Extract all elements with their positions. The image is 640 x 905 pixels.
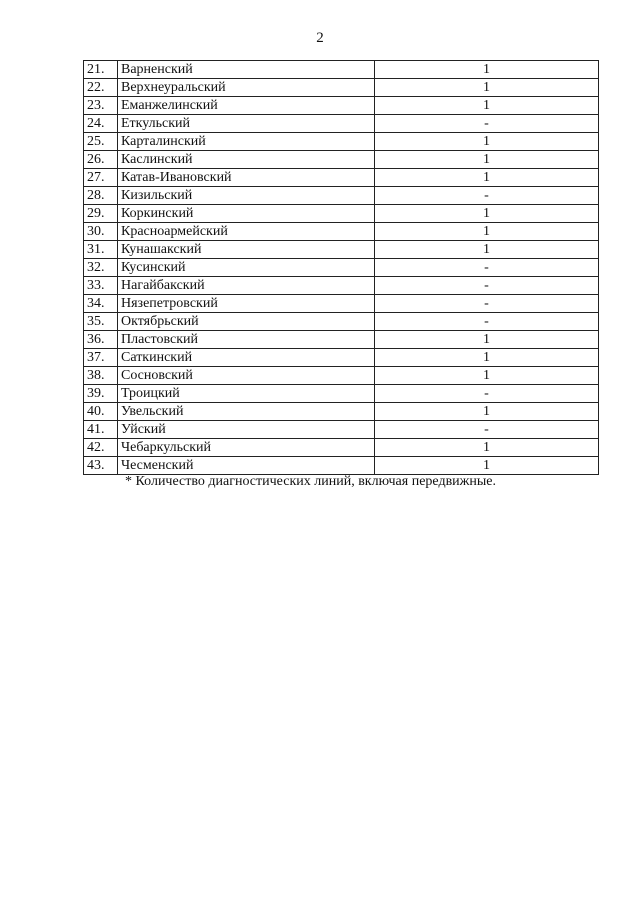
district-name: Чесменский [118, 457, 375, 475]
diagnostic-lines-count: 1 [375, 367, 599, 385]
table-row [84, 151, 599, 169]
row-number: 30. [84, 223, 118, 241]
diagnostic-lines-count: 1 [375, 331, 599, 349]
district-name: Кунашакский [118, 241, 375, 259]
district-name: Еткульский [118, 115, 375, 133]
table-row [84, 169, 599, 187]
districts-table-body [84, 61, 599, 475]
district-name: Нагайбакский [118, 277, 375, 295]
district-name: Карталинский [118, 133, 375, 151]
diagnostic-lines-count: 1 [375, 403, 599, 421]
district-name: Коркинский [118, 205, 375, 223]
footnote: * Количество диагностических линий, включая передвижные. [125, 474, 496, 489]
diagnostic-lines-count: - [375, 295, 599, 313]
diagnostic-lines-count: 1 [375, 457, 599, 475]
row-number: 43. [84, 457, 118, 475]
diagnostic-lines-count: 1 [375, 349, 599, 367]
district-name: Саткинский [118, 349, 375, 367]
table-row [84, 79, 599, 97]
row-number: 33. [84, 277, 118, 295]
row-number: 37. [84, 349, 118, 367]
row-number: 38. [84, 367, 118, 385]
table-row [84, 349, 599, 367]
diagnostic-lines-count: - [375, 115, 599, 133]
table-row [84, 205, 599, 223]
district-name: Сосновский [118, 367, 375, 385]
district-name: Троицкий [118, 385, 375, 403]
diagnostic-lines-count: - [375, 313, 599, 331]
district-name: Варненский [118, 61, 375, 79]
row-number: 35. [84, 313, 118, 331]
district-name: Еманжелинский [118, 97, 375, 115]
district-name: Пластовский [118, 331, 375, 349]
row-number: 34. [84, 295, 118, 313]
district-name: Уйский [118, 421, 375, 439]
diagnostic-lines-count: 1 [375, 151, 599, 169]
table-row [84, 313, 599, 331]
diagnostic-lines-count: - [375, 421, 599, 439]
diagnostic-lines-count: 1 [375, 169, 599, 187]
table-row [84, 259, 599, 277]
district-name: Кизильский [118, 187, 375, 205]
row-number: 28. [84, 187, 118, 205]
district-name: Каслинский [118, 151, 375, 169]
diagnostic-lines-count: 1 [375, 205, 599, 223]
diagnostic-lines-count: 1 [375, 97, 599, 115]
diagnostic-lines-count: - [375, 187, 599, 205]
table-row [84, 331, 599, 349]
table-row [84, 187, 599, 205]
row-number: 22. [84, 79, 118, 97]
diagnostic-lines-count: 1 [375, 223, 599, 241]
district-name: Красноармейский [118, 223, 375, 241]
row-number: 32. [84, 259, 118, 277]
districts-table [83, 60, 599, 475]
table-row [84, 295, 599, 313]
table-row [84, 439, 599, 457]
table-row [84, 61, 599, 79]
district-name: Чебаркульский [118, 439, 375, 457]
row-number: 40. [84, 403, 118, 421]
diagnostic-lines-count: - [375, 259, 599, 277]
row-number: 31. [84, 241, 118, 259]
diagnostic-lines-count: 1 [375, 439, 599, 457]
district-name: Октябрьский [118, 313, 375, 331]
table-row [84, 133, 599, 151]
table-row [84, 421, 599, 439]
row-number: 42. [84, 439, 118, 457]
district-name: Катав-Ивановский [118, 169, 375, 187]
row-number: 26. [84, 151, 118, 169]
table-row [84, 115, 599, 133]
table-row [84, 277, 599, 295]
diagnostic-lines-count: - [375, 385, 599, 403]
diagnostic-lines-count: 1 [375, 79, 599, 97]
diagnostic-lines-count: 1 [375, 61, 599, 79]
row-number: 41. [84, 421, 118, 439]
diagnostic-lines-count: - [375, 277, 599, 295]
table-row [84, 367, 599, 385]
table-row [84, 97, 599, 115]
row-number: 39. [84, 385, 118, 403]
table-row [84, 223, 599, 241]
row-number: 25. [84, 133, 118, 151]
district-name: Верхнеуральский [118, 79, 375, 97]
page-number: 2 [316, 30, 324, 46]
diagnostic-lines-count: 1 [375, 241, 599, 259]
row-number: 29. [84, 205, 118, 223]
table-row [84, 241, 599, 259]
table-row [84, 403, 599, 421]
row-number: 24. [84, 115, 118, 133]
row-number: 27. [84, 169, 118, 187]
table-row [84, 385, 599, 403]
row-number: 36. [84, 331, 118, 349]
row-number: 23. [84, 97, 118, 115]
table-row [84, 457, 599, 475]
diagnostic-lines-count: 1 [375, 133, 599, 151]
district-name: Увельский [118, 403, 375, 421]
row-number: 21. [84, 61, 118, 79]
district-name: Нязепетровский [118, 295, 375, 313]
district-name: Кусинский [118, 259, 375, 277]
